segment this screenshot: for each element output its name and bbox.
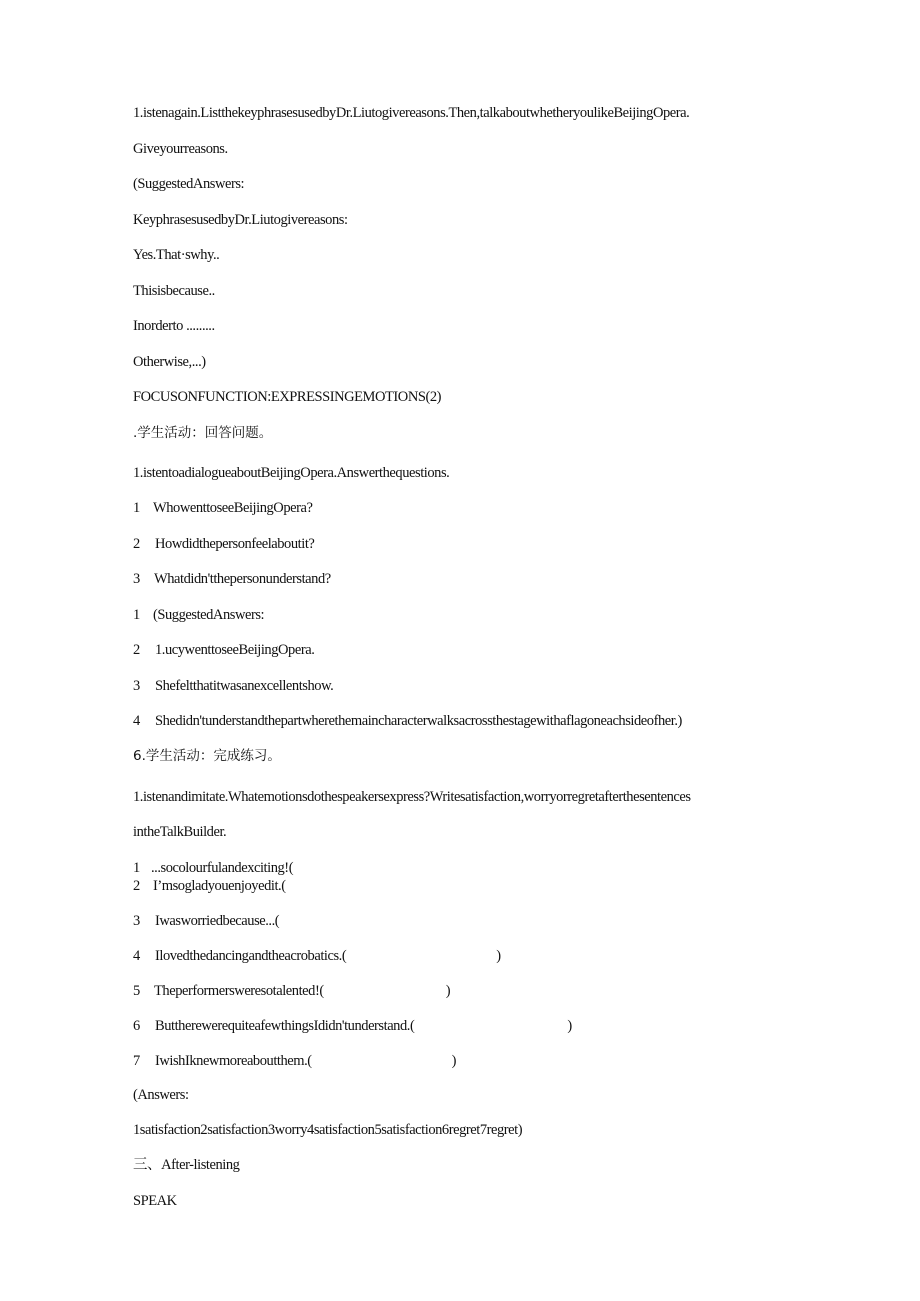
answers-label: (Answers:: [133, 1087, 189, 1103]
section-heading-after-listening: 三、After-listening: [133, 1157, 240, 1173]
blank-close: ): [567, 1018, 572, 1034]
phrase-item: Thisisbecause..: [133, 283, 215, 299]
exercise-text: IwishIknewmoreaboutthem.(: [155, 1053, 312, 1069]
exercise-item: [133, 982, 450, 1000]
answer-item: [133, 712, 682, 730]
exercise-number: 7: [133, 1053, 140, 1069]
exercise-item: [133, 1017, 572, 1035]
exercise-number: 2: [133, 878, 140, 894]
key-phrases-heading: KeyphrasesusedbyDr.Liutogivereasons:: [133, 212, 348, 228]
answer-number: 3: [133, 678, 140, 694]
instruction-line-2: Giveyourreasons.: [133, 141, 228, 157]
phrase-item: Inorderto .........: [133, 318, 215, 334]
activity-instruction: 1.istenandimitate.Whatemotionsdothespeakersexpress?Writesatisfaction,worryorregretafterthesentences: [133, 789, 691, 805]
answer-text: Shedidn'tunderstandthepartwherethemaincharacterwalksacrossthestagewithaflagoneachsideofher.): [155, 713, 682, 729]
blank-close: ): [445, 983, 451, 999]
exercise-text: Theperformersweresotalented!(: [154, 983, 324, 999]
activity-instruction: intheTalkBuilder.: [133, 824, 227, 840]
answers-text: 1satisfaction2satisfaction3worry4satisfaction5satisfaction6regret7regret): [133, 1122, 523, 1138]
question-number: 1: [133, 500, 140, 516]
exercise-number: 4: [133, 948, 140, 964]
exercise-item: [133, 859, 293, 877]
exercise-number: 3: [133, 913, 140, 929]
answer-number: 1: [133, 607, 140, 623]
question-item: [133, 499, 312, 517]
exercise-text: ButtherewerequiteafewthingsIdidn'tunderstand.(: [155, 1018, 415, 1034]
question-text: WhowenttoseeBeijingOpera?: [153, 500, 313, 516]
question-number: 2: [133, 536, 140, 552]
exercise-number: 5: [133, 983, 140, 999]
answer-number: 2: [133, 642, 140, 658]
exercise-text: Ilovedthedancingandtheacrobatics.(: [155, 948, 347, 964]
question-item: [133, 570, 331, 588]
activity-label: .学生活动：回答问题。: [133, 425, 273, 441]
phrase-item: Yes.That·swhy..: [133, 247, 220, 263]
suggested-answers-label: (SuggestedAnswers:: [133, 176, 245, 192]
answer-item: [133, 677, 333, 695]
answer-number: 4: [133, 713, 140, 729]
question-text: Whatdidn'tthepersonunderstand?: [154, 571, 331, 587]
blank-close: ): [451, 1053, 457, 1069]
answer-text: (SuggestedAnswers:: [153, 607, 265, 623]
activity-label: 6.学生活动：完成练习。: [133, 748, 281, 764]
focus-heading: FOCUSONFUNCTION:EXPRESSINGEMOTIONS(2): [133, 389, 442, 405]
section-heading-speak: SPEAK: [133, 1193, 177, 1209]
exercise-item: [133, 1052, 456, 1070]
exercise-text: ...socolourfulandexciting!(: [151, 860, 294, 876]
exercise-item: [133, 912, 279, 930]
answer-text: 1.ucywenttoseeBeijingOpera.: [155, 642, 315, 658]
exercise-number: 1: [133, 860, 140, 876]
phrase-item: Otherwise,...): [133, 354, 206, 370]
question-number: 3: [133, 571, 140, 587]
exercise-number: 6: [133, 1018, 140, 1034]
instruction-line-1: 1.istenagain.ListthekeyphrasesusedbyDr.Liutogivereasons.Then,talkaboutwhetheryoulikeBeijingOpera.: [133, 105, 690, 121]
answer-text: Shefeltthatitwasanexcellentshow.: [155, 678, 334, 694]
question-item: [133, 535, 314, 553]
answer-item: [133, 606, 264, 624]
exercise-item: [133, 877, 286, 895]
exercise-text: Iwasworriedbecause...(: [155, 913, 280, 929]
question-text: Howdidthepersonfeelaboutit?: [155, 536, 315, 552]
activity-instruction: 1.istentoadialogueaboutBeijingOpera.Answerthequestions.: [133, 465, 450, 481]
exercise-item: [133, 947, 501, 965]
blank-close: ): [496, 948, 501, 964]
exercise-text: I’msogladyouenjoyedit.(: [153, 878, 286, 894]
answer-item: [133, 641, 314, 659]
